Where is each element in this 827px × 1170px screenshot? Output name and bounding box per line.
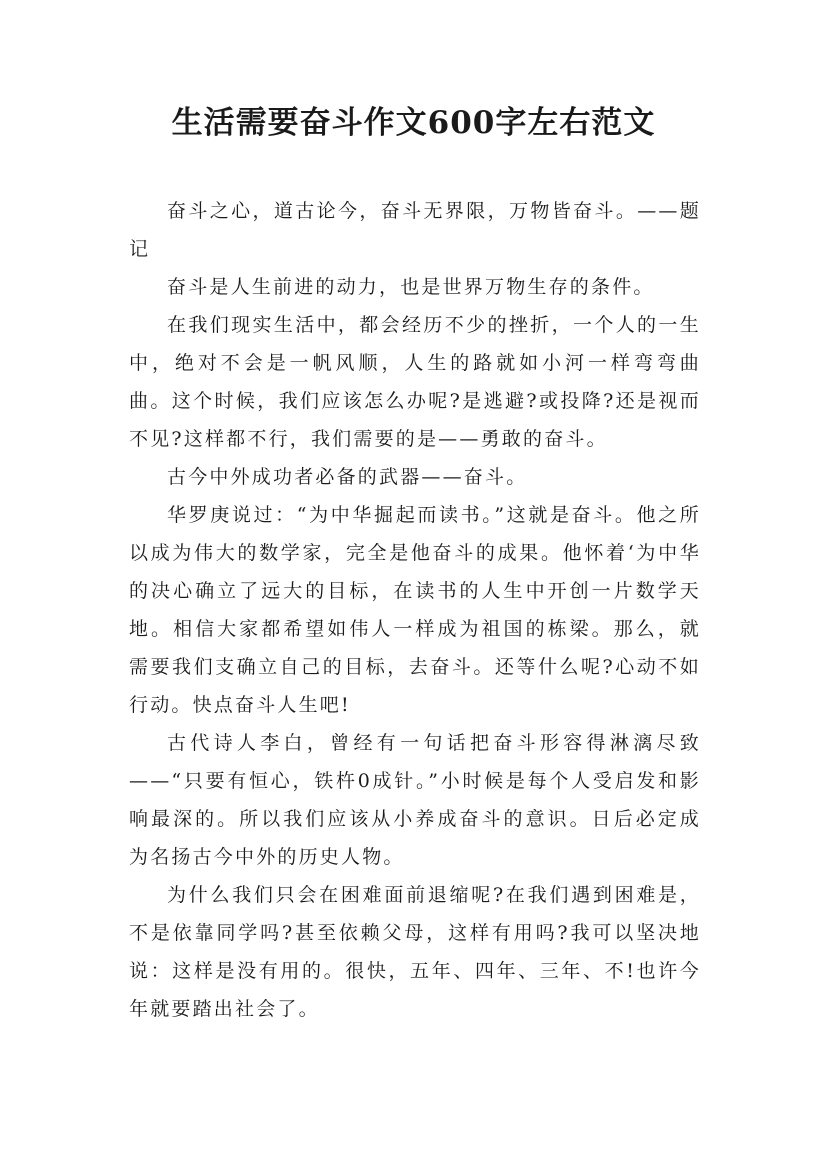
paragraph-setbacks: 在我们现实生活中，都会经历不少的挫折，一个人的一生中，绝对不会是一帆风顺，人生的路就如小河一样弯弯曲曲。这个时候，我们应该怎么办呢?是逃避?或投降?还是视而不见?这样都不行，我们需要的是——勇敢的奋斗。 <box>129 314 701 450</box>
paragraph-li-bai: 古代诗人李白，曾经有一句话把奋斗形容得淋漓尽致——“只要有恒心，铁杵0成针。”小时候是每个人受启发和影响最深的。所以我们应该从小养成奋斗的意识。日后必定成为名扬古今中外的历史人物。 <box>129 732 701 868</box>
paragraph-hua-luogeng: 华罗庚说过：“为中华掘起而读书。”这就是奋斗。他之所以成为伟大的数学家，完全是他奋斗的成果。他怀着‘为中华的决心确立了远大的目标，在读书的人生中开创一片数学天地。相信大家都希望如伟人一样成为祖国的栋梁。那么，就需要我们支确立自己的目标，去奋斗。还等什么呢?心动不如行动。快点奋斗人生吧! <box>129 504 701 716</box>
article-body <box>129 192 701 1028</box>
paragraph-weapon: 古今中外成功者必备的武器——奋斗。 <box>167 466 528 488</box>
paragraph-epigraph: 奋斗之心，道古论今，奋斗无界限，万物皆奋斗。——题记 <box>129 200 701 260</box>
page-title: 生活需要奋斗作文600字左右范文 <box>171 105 656 141</box>
paragraph-thesis: 奋斗是人生前进的动力，也是世界万物生存的条件。 <box>167 276 655 298</box>
paragraph-difficulties: 为什么我们只会在困难面前退缩呢?在我们遇到困难是，不是依靠同学吗?甚至依赖父母，这样有用吗?我可以坚决地说：这样是没有用的。很快，五年、四年、三年、不!也许今年就要踏出社会了。 <box>129 884 701 1020</box>
